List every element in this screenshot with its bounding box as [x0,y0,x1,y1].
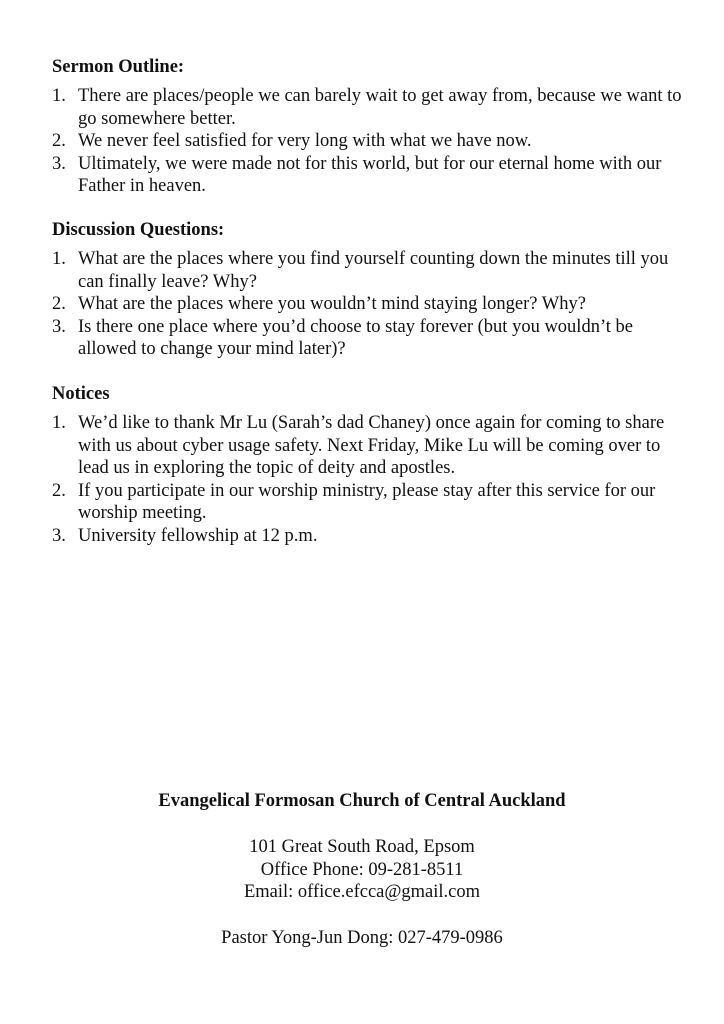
discussion-questions-heading: Discussion Questions: [52,220,225,240]
sermon-outline-heading: Sermon Outline: [52,57,185,77]
church-address: 101 Great South Road, Epsom [249,837,475,857]
item-text: Is there one place where you’d choose to stay forever (but you wouldn’t be allowed to change your mind later)? [78,316,633,359]
office-email: Email: office.efcca@gmail.com [243,882,481,902]
item-text: We never feel satisfied for very long with what we have now. [78,131,532,151]
item-number: 3. [52,316,66,337]
list-item [52,153,682,198]
item-text: University fellowship at 12 p.m. [78,525,318,546]
discussion-questions-section [52,218,682,361]
sermon-outline-list [52,85,682,198]
notices-list [52,412,682,547]
list-item [52,85,682,130]
list-item [52,130,682,153]
item-number: 3. [52,525,66,546]
item-number: 3. [52,153,66,174]
item-text: What are the places where you find yourself counting down the minutes till you can finally leave? Why? [78,249,669,292]
sermon-outline-section [52,55,682,198]
list-item [52,316,682,361]
list-item [52,480,682,525]
pastor-contact: Pastor Yong-Jun Dong: 027-479-0986 [221,928,503,948]
list-item [52,412,682,480]
list-item [52,525,682,548]
item-text: What are the places where you wouldn’t mind staying longer? Why? [78,294,586,314]
contact-block [0,836,724,904]
item-text: We’d like to thank Mr Lu (Sarah’s dad Chaney) once again for coming to share with us about cyber usage safety. Next Friday, Mike Lu will be coming over to lead us in exploring the topic of deity and apostles. [78,413,665,478]
item-text: There are places/people we can barely wait to get away from, because we want to go somewhere better. [78,86,682,129]
notices-heading: Notices [52,384,110,404]
item-text: If you participate in our worship ministry, please stay after this service for our worship meeting. [78,480,656,523]
list-item [52,248,682,293]
notices-section [52,382,682,547]
discussion-questions-list [52,248,682,361]
item-number: 2. [52,480,66,501]
item-number: 2. [52,294,66,314]
item-number: 1. [52,249,66,269]
office-phone: Office Phone: 09-281-8511 [260,859,464,880]
item-number: 2. [52,131,66,151]
item-text: Ultimately, we were made not for this world, but for our eternal home with our Father in heaven. [78,153,662,196]
list-item [52,293,682,316]
item-number: 1. [52,86,66,106]
church-name: Evangelical Formosan Church of Central Auckland [158,791,566,811]
item-number: 1. [52,413,66,433]
